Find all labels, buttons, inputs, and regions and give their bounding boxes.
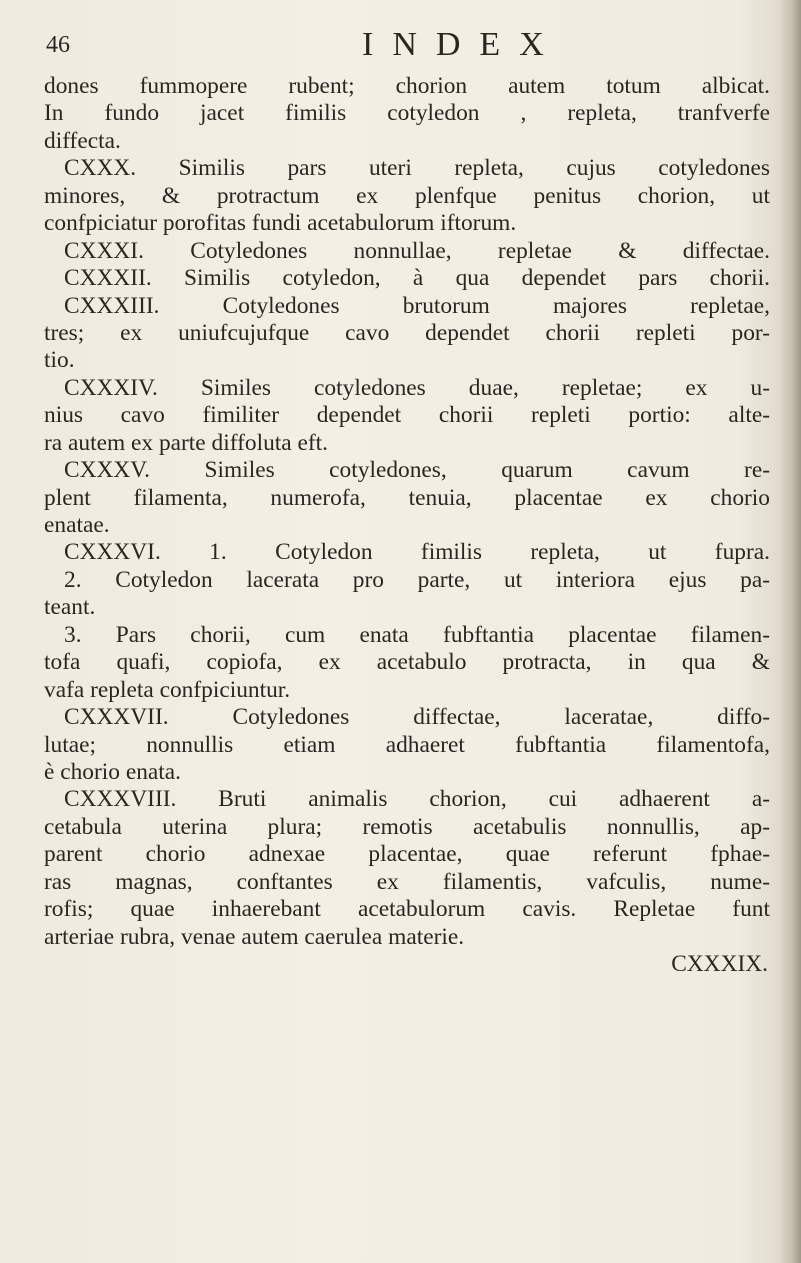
text-line: lutae; nonnullis etiam adhaeret fubftantia filamentofa, [44,731,770,758]
text-line: confpiciatur porofitas fundi acetabulorum iftorum. [44,210,517,237]
text-line: CXXXIII. Cotyledones brutorum majores repletae, [64,292,770,319]
text-line: CXXXIV. Similes cotyledones duae, repletae; ex u- [64,374,770,401]
text-line: diffecta. [44,127,121,154]
text-line: arteriae rubra, venae autem caerulea materie. [44,923,465,950]
text-line: rofis; quae inhaerebant acetabulorum cavis. Repletae funt [44,896,770,923]
text-line: CXXXVI. 1. Cotyledon fimilis repleta, ut fupra. [64,539,770,566]
text-line: CXXX. Similis pars uteri repleta, cujus cotyledones [64,155,770,182]
text-line: cetabula uterina plura; remotis acetabulis nonnullis, ap- [44,813,770,840]
text-line: minores, & protractum ex plenfque penitus chorion, ut [44,182,770,209]
text-line: CXXXVII. Cotyledones diffectae, laceratae, diffo- [64,704,770,731]
text-line: parent chorio adnexae placentae, quae referunt fphae- [44,841,770,868]
text-line: tres; ex uniufcujufque cavo dependet chorii repleti por- [44,319,770,346]
page-number: 46 [46,32,70,58]
text-line: vafa repleta confpiciuntur. [44,676,291,703]
text-line: 3. Pars chorii, cum enata fubftantia placentae filamen- [64,621,770,648]
text-line: 2. Cotyledon lacerata pro parte, ut interiora ejus pa- [64,566,770,593]
text-line: ras magnas, conftantes ex filamentis, vafculis, nume- [44,868,770,895]
text-line: CXXXVIII. Bruti animalis chorion, cui adhaerent a- [64,786,770,813]
text-line: tio. [44,347,75,374]
text-line: è chorio enata. [44,758,182,785]
text-line: enatae. [44,512,110,538]
text-line: plent filamenta, numerofa, tenuia, placentae ex chorio [44,484,770,511]
catchword: CXXXIX. [671,951,768,977]
text-line: CXXXV. Similes cotyledones, quarum cavum re- [64,457,770,484]
text-line: CXXXII. Similis cotyledon, à qua dependet pars chorii. [64,265,770,292]
page-edge-shadow [779,0,801,1263]
text-line: In fundo jacet fimilis cotyledon , repleta, tranfverfe [44,100,770,127]
text-line: tofa quafi, copiofa, ex acetabulo protracta, in qua & [44,649,770,676]
text-line: nius cavo fimiliter dependet chorii repleti portio: alte- [44,402,770,429]
body-text [44,73,770,978]
text-line: teant. [44,594,96,621]
text-line: dones fummopere rubent; chorion autem totum albicat. [44,73,770,99]
text-line: CXXXI. Cotyledones nonnullae, repletae & diffectae. [64,237,770,264]
text-line: ra autem ex parte diffoluta eft. [44,429,329,456]
running-head: INDEX [362,26,563,63]
